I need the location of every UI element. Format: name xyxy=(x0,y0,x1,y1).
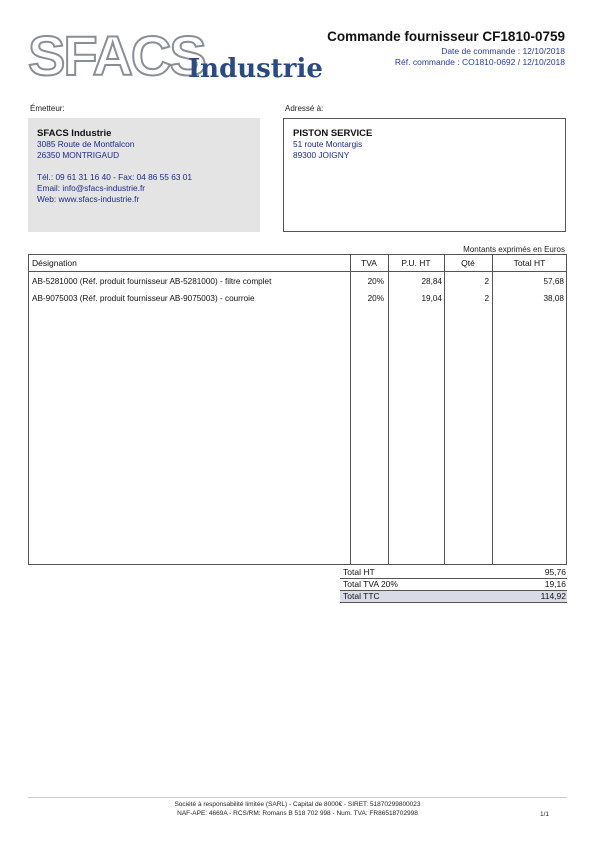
document-title: Commande fournisseur CF1810-0759 xyxy=(327,29,565,44)
recipient-address-line1: 51 route Montargis xyxy=(293,139,363,149)
sender-name: SFACS Industrie xyxy=(37,128,112,139)
sender-address-line1: 3085 Route de Montfalcon xyxy=(37,139,135,149)
logo-wordmark: SFACS xyxy=(28,24,205,87)
total-ht-value: 95,76 xyxy=(544,567,566,577)
total-tva-value: 19,16 xyxy=(544,579,566,589)
sender-box xyxy=(28,118,260,232)
logo-suffix: Industrie xyxy=(188,54,323,84)
recipient-name: PISTON SERVICE xyxy=(293,128,373,139)
sender-address-line2: 26350 MONTRIGAUD xyxy=(37,150,120,160)
row1-tva: 20% xyxy=(367,277,384,286)
sender-label: Émetteur: xyxy=(30,104,65,113)
sender-website: Web: www.sfacs-industrie.fr xyxy=(37,194,140,204)
sender-email: Email: info@sfacs-industrie.fr xyxy=(37,183,146,193)
order-date: Date de commande : 12/10/2018 xyxy=(441,46,565,56)
currency-note: Montants exprimés en Euros xyxy=(463,245,565,254)
total-ht-label: Total HT xyxy=(343,567,375,577)
total-ttc-label: Total TTC xyxy=(343,591,380,601)
total-tva-label: Total TVA 20% xyxy=(343,579,398,589)
sender-phone: Tél.: 09 61 31 16 40 - Fax: 04 86 55 63 01 xyxy=(37,172,192,182)
recipient-box xyxy=(283,118,566,232)
row2-tva: 20% xyxy=(367,294,384,303)
header-designation: Désignation xyxy=(32,258,77,268)
company-logo xyxy=(28,24,323,88)
recipient-address-line2: 89300 JOIGNY xyxy=(293,150,350,160)
header-quantity: Qté xyxy=(461,258,475,268)
row1-total: 57,68 xyxy=(543,277,564,286)
row2-quantity: 2 xyxy=(484,294,489,303)
row2-designation: AB-9075003 (Réf. produit fournisseur AB-9075003) - courroie xyxy=(32,294,255,303)
footer-legal-line1: Société à responsabilité limitée (SARL) - Capital de 8000€ - SIRET: 51870299800023 xyxy=(174,801,421,808)
recipient-label: Adressé à: xyxy=(285,104,324,113)
row1-quantity: 2 xyxy=(484,277,489,286)
row2-unit-price: 19,04 xyxy=(421,294,442,303)
total-ttc-value: 114,92 xyxy=(540,591,566,601)
row2-total: 38,08 xyxy=(543,294,564,303)
row1-designation: AB-5281000 (Réf. produit fournisseur AB-5281000) - filtre complet xyxy=(32,277,272,286)
footer-legal-line2: NAF-APE: 4669A - RCS/RM: Romans B 518 702 998 - Num. TVA: FR86518702998 xyxy=(177,810,418,817)
row1-unit-price: 28,84 xyxy=(421,277,442,286)
footer-divider xyxy=(28,797,567,798)
order-lines-table xyxy=(28,254,567,565)
header-unit-price: P.U. HT xyxy=(401,258,431,268)
order-reference: Réf. commande : CO1810-0692 / 12/10/2018 xyxy=(394,57,565,67)
header-total: Total HT xyxy=(513,258,546,268)
header-tva: TVA xyxy=(361,258,377,268)
page-number: 1/1 xyxy=(539,811,549,818)
